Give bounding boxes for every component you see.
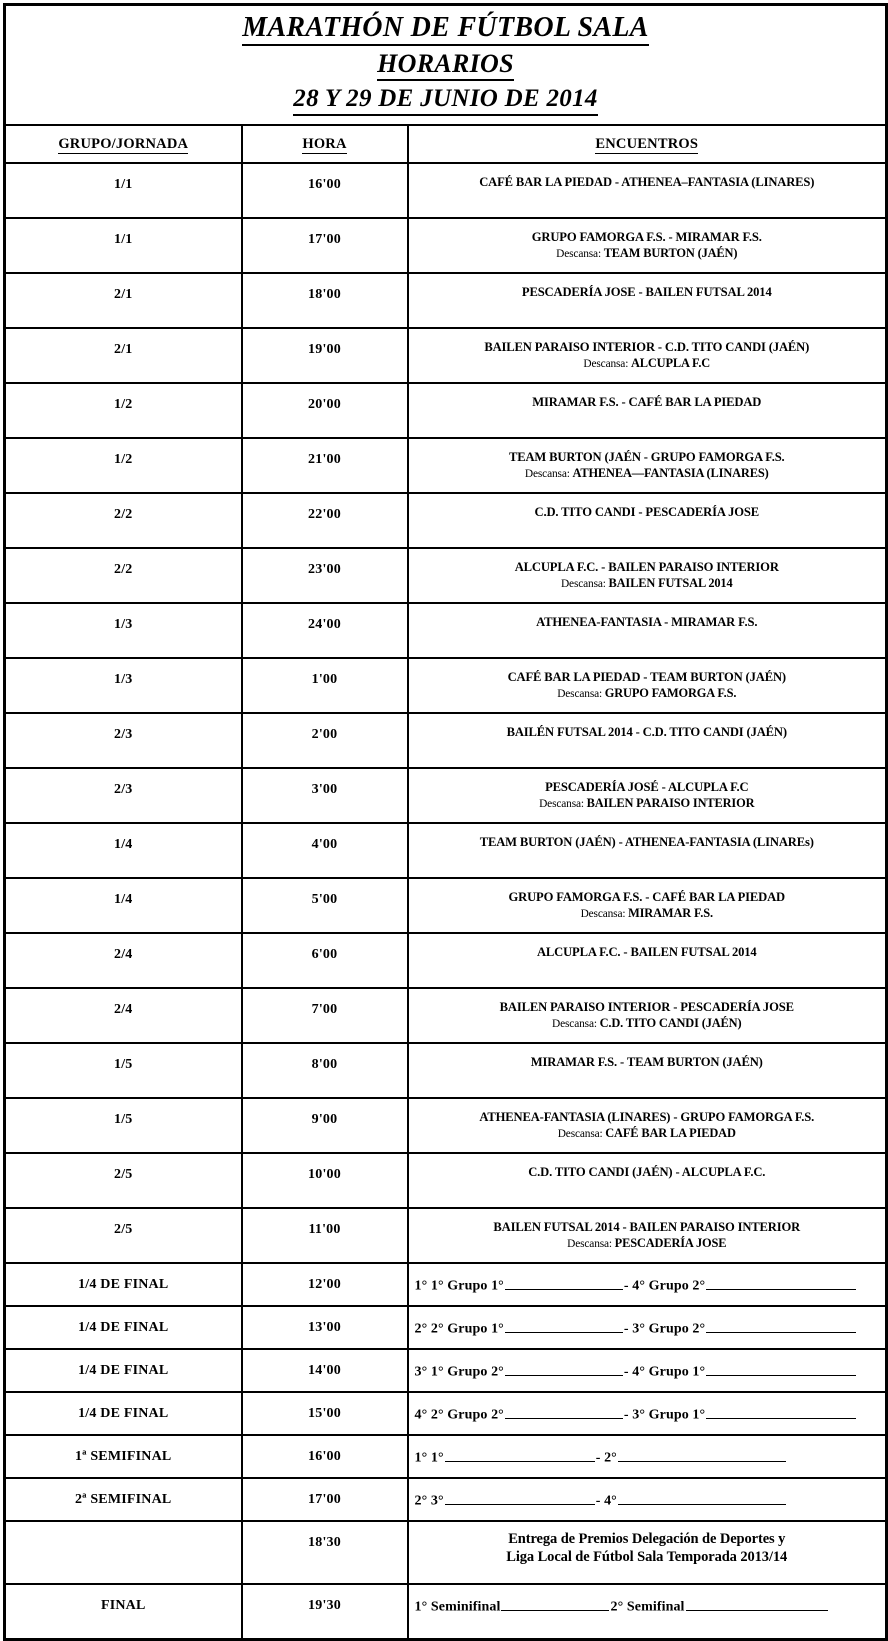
match-text: TEAM BURTON (JAÉN) - ATHENEA-FANTASIA (LINAREs) [479,835,814,850]
rest-text [413,686,882,702]
cell-encuentro [408,1098,887,1153]
bracket-right-blank[interactable] [706,1275,856,1289]
cell-grupo: 1/4 DE FINAL [5,1263,242,1306]
table-row [5,603,887,658]
cell-grupo: 1/4 [5,823,242,878]
cell-awards [408,1521,887,1584]
cell-grupo: 2/1 [5,328,242,383]
cell-hora: 19'00 [242,328,408,383]
cell-encuentro [408,768,887,823]
bracket-left-blank[interactable] [505,1275,623,1289]
bracket-right-blank[interactable] [618,1490,786,1504]
cell-encuentro [408,438,887,493]
cell-hora: 15'00 [242,1392,408,1435]
rest-text [413,466,882,482]
cell-hora: 7'00 [242,988,408,1043]
title-line-3: 28 Y 29 DE JUNIO DE 2014 [6,85,885,116]
rest-label: Descansa: [539,798,587,811]
cell-grupo: 1/4 DE FINAL [5,1306,242,1349]
title-row [5,5,887,126]
match-text: PESCADERÍA JOSÉ - ALCUPLA F.C [545,780,749,795]
bracket-left-blank[interactable] [505,1361,623,1375]
column-header-hora [242,125,408,163]
bracket-left-label: 2° Grupo 2° [430,1407,504,1423]
bracket-right-blank[interactable] [706,1361,856,1375]
bracket-right-blank[interactable] [706,1404,856,1418]
match-text: ATHENEA-FANTASIA (LINARES) - GRUPO FAMORGA F.S. [479,1110,815,1125]
cell-grupo: 2/4 [5,988,242,1043]
column-header-hora-label: HORA [302,135,347,152]
match-text: GRUPO FAMORGA F.S. - CAFÉ BAR LA PIEDAD [508,890,785,905]
bracket-seed: 4° [414,1407,431,1423]
table-row [5,933,887,988]
match-text: CAFÉ BAR LA PIEDAD - ATHENEA–FANTASIA (LINARES) [479,175,815,190]
bracket-left-blank[interactable] [445,1447,595,1461]
cell-grupo: FINAL [5,1584,242,1640]
match-text: C.D. TITO CANDI - PESCADERÍA JOSE [534,505,759,520]
semifinal-row [5,1435,887,1478]
match-text: MIRAMAR F.S. - CAFÉ BAR LA PIEDAD [532,395,762,410]
cell-hora: 18'00 [242,273,408,328]
cell-grupo: 1/4 DE FINAL [5,1392,242,1435]
table-row [5,658,887,713]
bracket-left-label: 2° Grupo 1° [430,1321,504,1337]
cell-hora: 20'00 [242,383,408,438]
cell-encuentro [408,163,887,218]
semifinal-row [5,1478,887,1521]
table-row [5,548,887,603]
rest-label: Descansa: [557,688,605,701]
cell-hora: 13'00 [242,1306,408,1349]
awards-line-2: Liga Local de Fútbol Sala Temporada 2013/14 [506,1549,788,1566]
table-row [5,1208,887,1263]
cell-hora: 23'00 [242,548,408,603]
match-text: CAFÉ BAR LA PIEDAD - TEAM BURTON (JAÉN) [507,670,786,685]
cell-encuentro [408,273,887,328]
column-header-row [5,125,887,163]
rest-label: Descansa: [557,1128,606,1141]
bracket-seed: 1° [414,1278,431,1294]
table-row [5,163,887,218]
rest-team: CAFÉ BAR LA PIEDAD [605,1126,736,1141]
cell-encuentro [408,988,887,1043]
bracket-right-label: - 3° Grupo 1° [623,1407,706,1423]
rest-team: BAILEN FUTSAL 2014 [608,576,733,591]
cell-hora: 17'00 [242,218,408,273]
cell-grupo: 1/3 [5,603,242,658]
bracket-right-label: - 2° [595,1450,617,1466]
cell-hora: 12'00 [242,1263,408,1306]
cell-encuentro [408,823,887,878]
cell-encuentro [408,933,887,988]
cell-grupo: 1ª SEMIFINAL [5,1435,242,1478]
cell-encuentro [408,1043,887,1098]
table-row [5,1043,887,1098]
match-text: BAILEN PARAISO INTERIOR - C.D. TITO CANDI (JAÉN) [484,340,810,355]
cell-hora: 5'00 [242,878,408,933]
rest-label: Descansa: [560,578,609,591]
column-header-grupo-label: GRUPO/JORNADA [58,135,189,152]
cell-encuentro [408,1208,887,1263]
match-text: ATHENEA-FANTASIA - MIRAMAR F.S. [536,615,758,630]
rest-text [413,356,882,372]
cell-hora: 8'00 [242,1043,408,1098]
cell-grupo: 1/1 [5,163,242,218]
title-line-2: HORARIOS [6,49,885,81]
rest-label: Descansa: [552,1018,600,1031]
match-text: BAILÉN FUTSAL 2014 - C.D. TITO CANDI (JAÉN) [506,725,787,740]
rest-team: TEAM BURTON (JAÉN) [603,246,738,261]
cell-bracket-semifinal [408,1435,887,1478]
cell-hora: 16'00 [242,1435,408,1478]
rest-label: Descansa: [583,358,631,371]
cell-hora: 1'00 [242,658,408,713]
rest-label: Descansa: [556,248,604,261]
cell-grupo: 1/1 [5,218,242,273]
bracket-left-label: 1° Grupo 1° [430,1278,504,1294]
column-header-encuentros [408,125,887,163]
cell-grupo-empty [5,1521,242,1584]
bracket-right-blank[interactable] [618,1447,786,1461]
cell-bracket-quarterfinal [408,1263,887,1306]
cell-bracket-quarterfinal [408,1306,887,1349]
schedule-table [3,3,888,1641]
cell-grupo: 2/4 [5,933,242,988]
table-row [5,823,887,878]
bracket-left-blank[interactable] [445,1490,595,1504]
cell-grupo: 1/5 [5,1098,242,1153]
match-text: ALCUPLA F.C. - BAILEN FUTSAL 2014 [536,945,757,960]
bracket-left-blank[interactable] [505,1404,623,1418]
cell-grupo: 1/2 [5,383,242,438]
bracket-right-label: - 3° Grupo 2° [623,1321,706,1337]
bracket-row [5,1349,887,1392]
cell-hora: 3'00 [242,768,408,823]
cell-grupo: 2/3 [5,768,242,823]
bracket-right-blank[interactable] [706,1318,856,1332]
cell-hora: 19'30 [242,1584,408,1640]
rest-text [413,1236,882,1252]
cell-hora: 4'00 [242,823,408,878]
cell-grupo: 2/2 [5,548,242,603]
match-text: BAILEN PARAISO INTERIOR - PESCADERÍA JOSE [499,1000,794,1015]
cell-hora: 24'00 [242,603,408,658]
cell-grupo: 2/1 [5,273,242,328]
cell-grupo: 1/4 DE FINAL [5,1349,242,1392]
cell-hora: 14'00 [242,1349,408,1392]
cell-grupo: 1/3 [5,658,242,713]
bracket-right-label: - 4° Grupo 1° [623,1364,706,1380]
rest-team: ATHENEA—FANTASIA (LINARES) [572,466,769,481]
bracket-right-label: - 4° Grupo 2° [623,1278,706,1294]
cell-hora: 18'30 [242,1521,408,1584]
rest-team: ALCUPLA F.C [630,356,711,371]
rest-text [413,796,882,812]
rest-team: C.D. TITO CANDI (JAÉN) [599,1016,742,1031]
cell-hora: 2'00 [242,713,408,768]
column-header-encuentros-label: ENCUENTROS [595,135,699,152]
cell-encuentro [408,548,887,603]
match-text: PESCADERÍA JOSE - BAILEN FUTSAL 2014 [521,285,772,300]
match-text: GRUPO FAMORGA F.S. - MIRAMAR F.S. [531,230,762,245]
bracket-row [5,1263,887,1306]
match-text: ALCUPLA F.C. - BAILEN PARAISO INTERIOR [514,560,779,575]
rest-text [413,906,882,922]
bracket-left-label: 1° Grupo 2° [430,1364,504,1380]
cell-encuentro [408,603,887,658]
table-row [5,273,887,328]
rest-team: PESCADERÍA JOSE [614,1236,727,1251]
cell-grupo: 2/5 [5,1153,242,1208]
awards-line-1: Entrega de Premios Delegación de Deportes y [508,1531,786,1548]
rest-label: Descansa: [580,908,629,921]
final-left-blank[interactable] [501,1596,609,1610]
cell-encuentro [408,713,887,768]
bracket-left-blank[interactable] [505,1318,623,1332]
final-left-label: 1° Seminifinal [414,1599,501,1615]
table-row [5,493,887,548]
table-row [5,1153,887,1208]
cell-encuentro [408,218,887,273]
bracket-seed: 2° [414,1493,431,1509]
cell-hora: 16'00 [242,163,408,218]
cell-encuentro [408,658,887,713]
rest-team: BAILEN PARAISO INTERIOR [586,796,755,811]
table-row [5,383,887,438]
cell-hora: 21'00 [242,438,408,493]
cell-hora: 22'00 [242,493,408,548]
bracket-left-label: 1° [430,1450,444,1466]
final-row [5,1584,887,1640]
cell-hora: 11'00 [242,1208,408,1263]
cell-encuentro [408,878,887,933]
bracket-row [5,1392,887,1435]
bracket-right-label: - 4° [595,1493,617,1509]
cell-hora: 17'00 [242,1478,408,1521]
rest-text [413,246,882,262]
bracket-seed: 3° [414,1364,431,1380]
table-row [5,988,887,1043]
cell-grupo: 2ª SEMIFINAL [5,1478,242,1521]
cell-hora: 9'00 [242,1098,408,1153]
table-row [5,218,887,273]
rest-text [413,576,882,592]
bracket-left-label: 3° [430,1493,444,1509]
cell-bracket-quarterfinal [408,1349,887,1392]
cell-final-bracket [408,1584,887,1640]
cell-bracket-quarterfinal [408,1392,887,1435]
match-text: C.D. TITO CANDI (JAÉN) - ALCUPLA F.C. [528,1165,766,1180]
table-row [5,713,887,768]
rest-team: GRUPO FAMORGA F.S. [604,686,737,701]
cell-encuentro [408,493,887,548]
rest-text [413,1016,882,1032]
final-right-label: 2° Semifinal [610,1599,685,1615]
cell-grupo: 1/2 [5,438,242,493]
document-title [5,5,887,126]
cell-grupo: 2/3 [5,713,242,768]
table-row [5,438,887,493]
bracket-seed: 1° [414,1450,431,1466]
table-row [5,328,887,383]
rest-label: Descansa: [524,468,573,481]
cell-hora: 6'00 [242,933,408,988]
rest-label: Descansa: [567,1238,615,1251]
bracket-row [5,1306,887,1349]
final-right-blank[interactable] [686,1596,828,1610]
title-line-1: MARATHÓN DE FÚTBOL SALA [6,12,885,46]
rest-team: MIRAMAR F.S. [628,906,713,921]
column-header-grupo [5,125,242,163]
table-row [5,1098,887,1153]
cell-grupo: 1/4 [5,878,242,933]
cell-encuentro [408,383,887,438]
match-text: BAILEN FUTSAL 2014 - BAILEN PARAISO INTERIOR [493,1220,801,1235]
bracket-seed: 2° [414,1321,431,1337]
match-text: MIRAMAR F.S. - TEAM BURTON (JAÉN) [530,1055,763,1070]
table-row [5,878,887,933]
table-row [5,768,887,823]
cell-grupo: 1/5 [5,1043,242,1098]
rest-text [413,1126,882,1142]
match-text: TEAM BURTON (JAÉN - GRUPO FAMORGA F.S. [508,450,785,465]
cell-grupo: 2/2 [5,493,242,548]
cell-grupo: 2/5 [5,1208,242,1263]
cell-hora: 10'00 [242,1153,408,1208]
cell-encuentro [408,1153,887,1208]
cell-bracket-semifinal [408,1478,887,1521]
cell-encuentro [408,328,887,383]
awards-row [5,1521,887,1584]
